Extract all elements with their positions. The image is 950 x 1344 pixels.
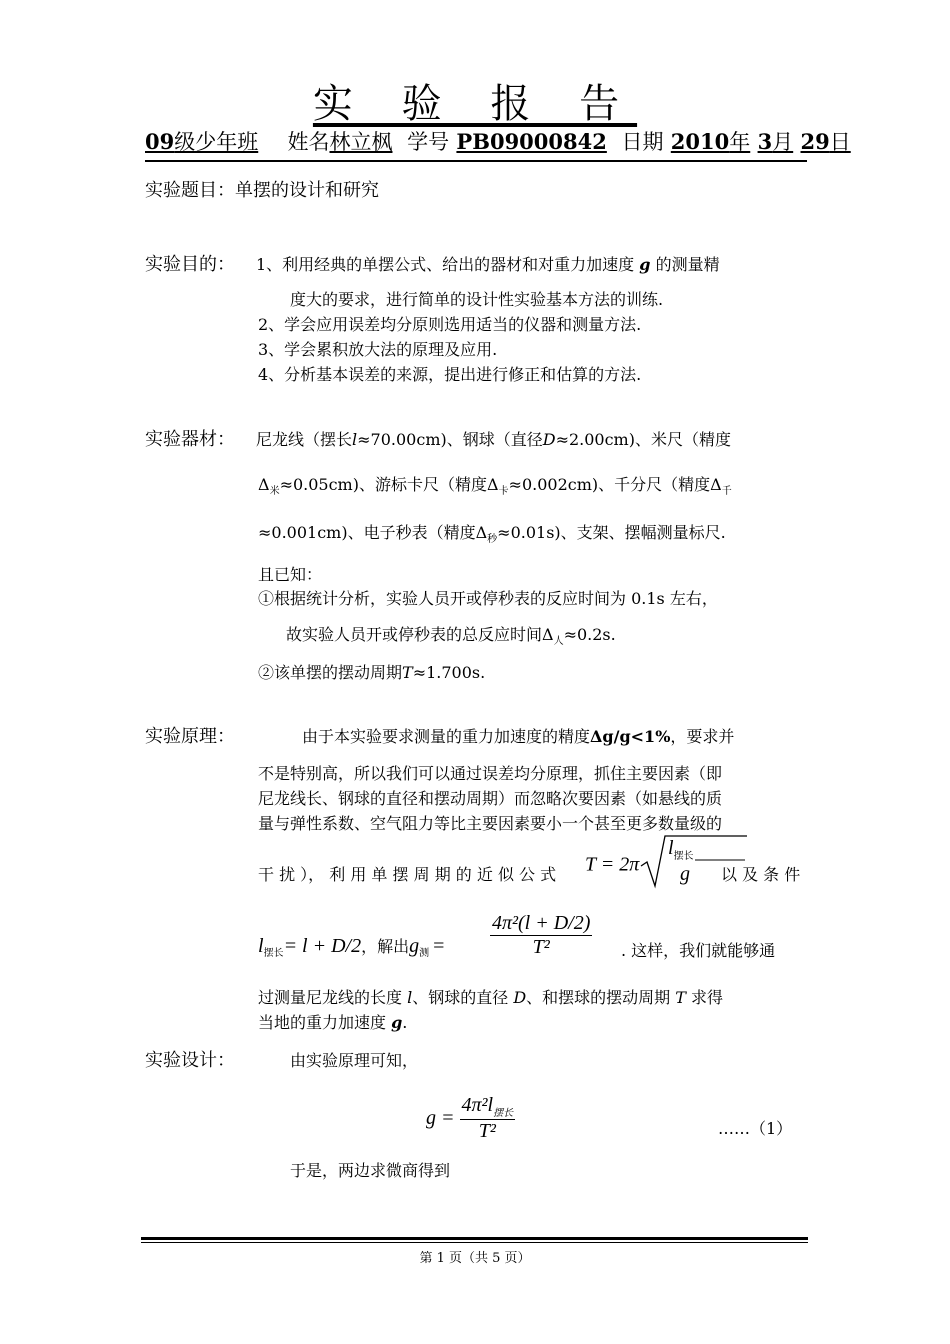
principle-line-5a: 干 扰 ）， 利 用 单 摆 周 期 的 近 似 公 式 — [258, 865, 557, 884]
purpose-item-4: 4、分析基本误差的来源，提出进行修正和估算的方法. — [258, 365, 642, 384]
principle-line-3: 尼龙线长、钢球的直径和摆动周期）而忽略次要因素（如悬线的质 — [258, 789, 723, 808]
known-item-1-cont: 故实验人员开或停秒表的总反应时间$\Delta_人\approx 0.2s$. — [286, 625, 616, 648]
class-number: 09 — [145, 129, 175, 154]
known-item-1: ①根据统计分析，实验人员开或停秒表的反应时间为 0.1s 左右， — [258, 589, 718, 608]
equation-1-fraction: $\frac{4\pi^2l_{摆长}}{\text{T²}}$ — [461, 1094, 514, 1142]
design-intro: 由实验原理可知， — [290, 1051, 419, 1070]
design-after: 于是，两边求微商得到 — [290, 1161, 451, 1180]
principle-line-6: $l_{摆长}= l + D/2$，解出$g_测$ = — [258, 935, 445, 960]
period-formula-numerator: $l_{摆长}$ — [668, 837, 694, 862]
design-label: 实验设计： — [145, 1050, 235, 1071]
purpose-label: 实验目的： — [145, 254, 235, 275]
footer-rule-thick — [141, 1237, 808, 1240]
period-formula: T = 2π — [585, 834, 749, 896]
name-label: 姓名 — [287, 130, 330, 154]
date-year: 2010 — [670, 129, 730, 154]
purpose-item-1-cont: 度大的要求，进行简单的设计性实验基本方法的训练. — [290, 290, 664, 309]
principle-line-1: 由于本实验要求测量的重力加速度的精度Δg/g<1%，要求并 — [302, 727, 735, 746]
equation-1-number: ……（1） — [718, 1119, 793, 1138]
date-label: 日期 — [621, 130, 664, 154]
principle-line-5b: 以 及 条 件 — [721, 865, 801, 884]
known-item-2: ②该单摆的摆动周期T≈1.700s. — [258, 663, 486, 682]
class-name: 级少年班 — [174, 130, 259, 154]
report-title: 实 验 报 告 — [312, 81, 638, 127]
equipment-line-1: 尼龙线（摆长l≈70.00cm)、钢球（直径D≈2.00cm)、米尺（精度 — [256, 430, 731, 449]
principle-line-7: 过测量尼龙线的长度 l、钢球的直径 D、和摆球的摆动周期 T 求得 — [258, 988, 724, 1007]
period-formula-denominator: g — [680, 863, 690, 885]
info-line: 09级少年班 姓名林立枫 学号 PB09000842 日期 2010年 3月 29日 — [145, 126, 807, 162]
principle-label: 实验原理： — [145, 726, 235, 747]
principle-line-6b: . 这样，我们就能够通 — [621, 941, 776, 960]
topic-label: 实验题目： — [145, 180, 235, 201]
topic-line — [145, 176, 379, 202]
equipment-line-2: $\Delta_米\approx 0.05cm$)、游标卡尺（精度$\Delta_卡\approx 0.002cm$)、千分尺（精度$\Delta_千$ — [258, 475, 732, 498]
purpose-item-3: 3、学会累积放大法的原理及应用. — [258, 340, 498, 359]
known-label: 且已知： — [258, 565, 323, 584]
student-id: PB09000842 — [456, 129, 607, 154]
student-name: 林立枫 — [329, 130, 393, 154]
equipment-label: 实验器材： — [145, 429, 235, 450]
principle-line-2: 不是特别高，所以我们可以通过误差均分原理，抓住主要因素（即 — [258, 764, 723, 783]
purpose-item-2: 2、学会应用误差均分原则选用适当的仪器和测量方法. — [258, 315, 642, 334]
purpose-item-1: 1、利用经典的单摆公式、给出的器材和对重力加速度 g 的测量精 — [256, 255, 720, 274]
equipment-line-3: ≈0.001cm)、电子秒表（精度$\Delta_秒\approx 0.01s$)、支架、摆幅测量标尺. — [258, 523, 726, 546]
date-day: 29 — [800, 129, 830, 154]
g-formula — [490, 912, 592, 959]
date-month: 3 — [757, 129, 773, 154]
equation-1: g = $\frac{4\pi^2l_{摆长}}{\text{T²}}$ — [426, 1094, 514, 1142]
footer-rule-thin — [141, 1242, 808, 1243]
g-formula-fraction: $\frac{\text{4π²(l + D/2)}}{\text{T²}}$ — [492, 912, 591, 958]
page-footer: 第 1 页（共 5 页） — [419, 1251, 531, 1266]
topic-text: 单摆的设计和研究 — [235, 180, 379, 201]
principle-line-4: 量与弹性系数、空气阻力等比主要因素要小一个甚至更多数量级的 — [258, 814, 723, 833]
id-label: 学号 — [407, 130, 450, 154]
principle-line-8: 当地的重力加速度 g. — [258, 1013, 408, 1032]
